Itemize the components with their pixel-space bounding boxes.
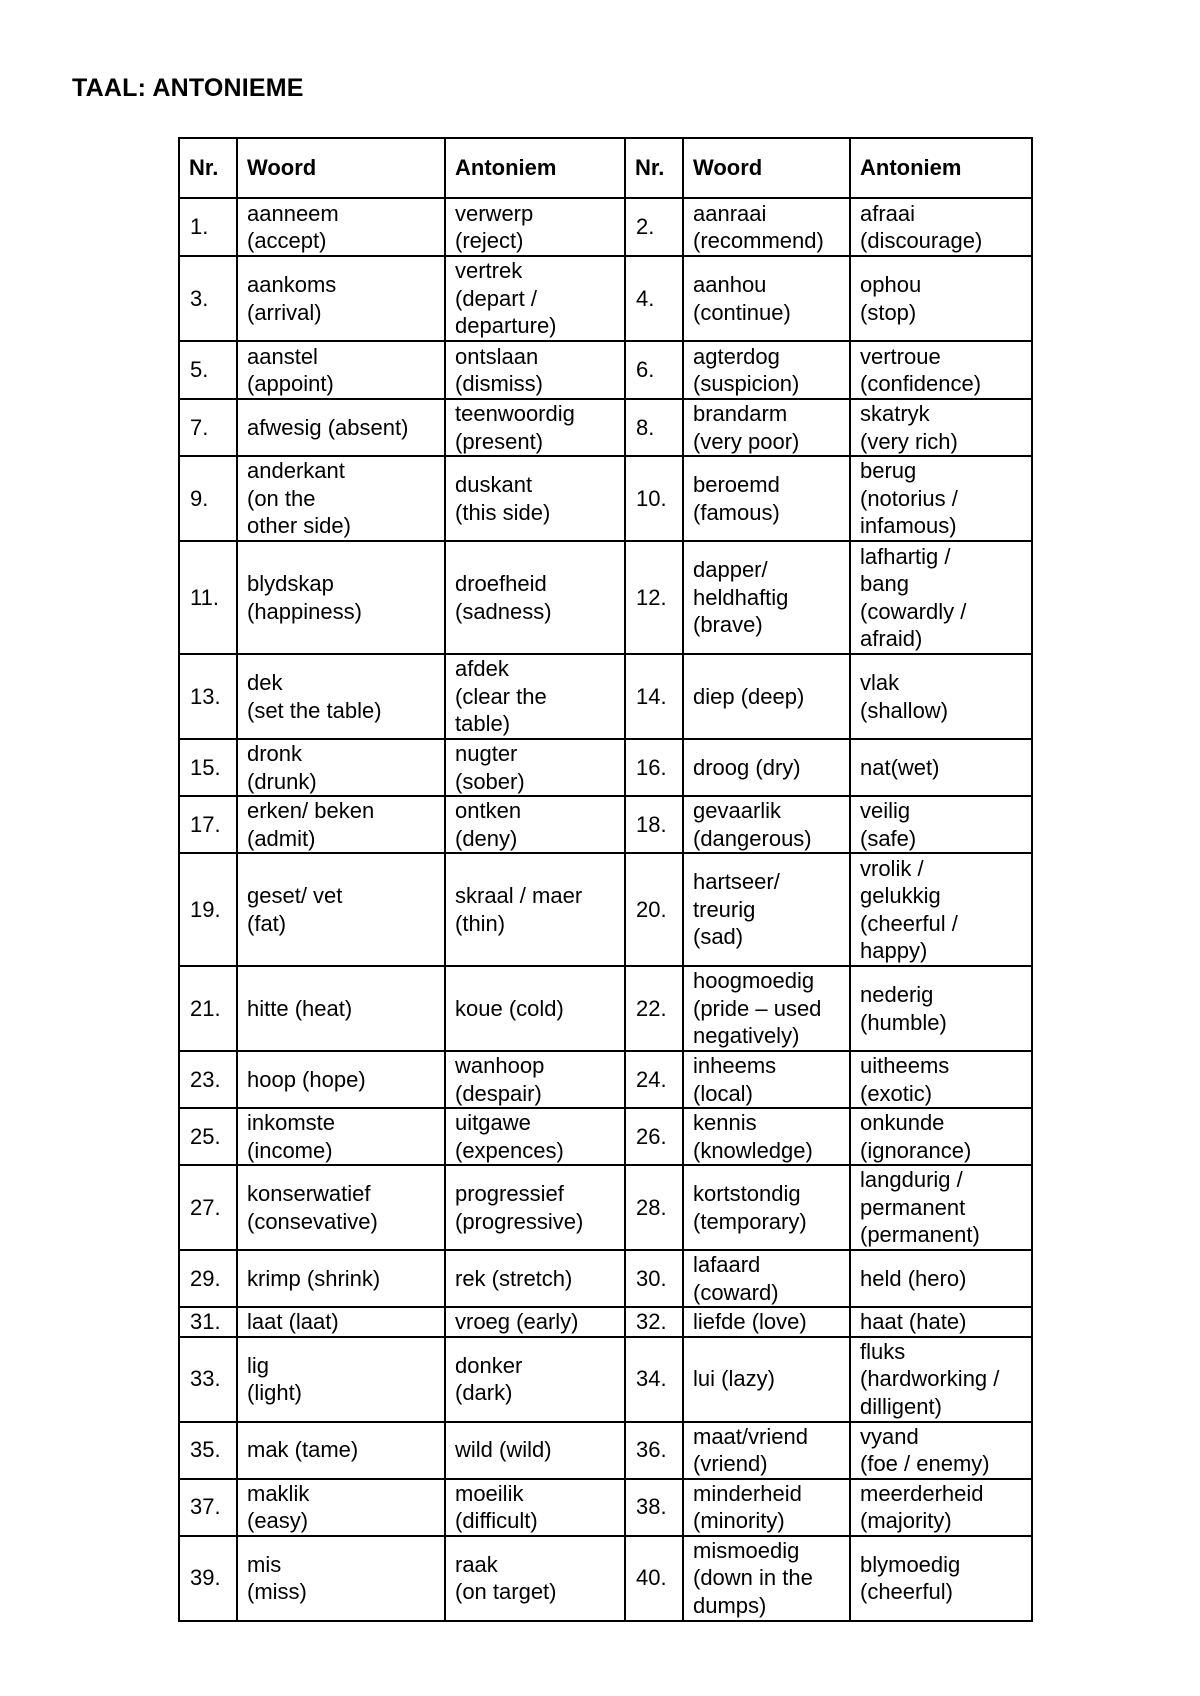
antonym-cell	[445, 541, 625, 654]
word-cell-text: maat/vriend (vriend)	[693, 1423, 808, 1476]
antonyms-table	[178, 137, 1033, 1622]
entry-number-text: 1.	[190, 214, 209, 240]
antonym-cell	[445, 796, 625, 853]
antonym-cell	[850, 1536, 1032, 1621]
antonym-cell	[445, 1422, 625, 1479]
table-row	[179, 456, 1032, 541]
word-cell-text: hartseer/ treurig (sad)	[693, 869, 780, 950]
entry-number	[625, 1479, 683, 1536]
entry-number	[625, 654, 683, 739]
table-row	[179, 654, 1032, 739]
word-cell	[683, 853, 850, 966]
word-cell-text: droog (dry)	[693, 754, 801, 780]
antonym-cell-text: moeilik (difficult)	[455, 1480, 538, 1533]
word-cell-text: hoogmoedig (pride – used negatively)	[693, 968, 822, 1049]
entry-number	[179, 456, 237, 541]
entry-number-text: 21.	[190, 995, 221, 1021]
word-cell	[237, 853, 445, 966]
entry-number	[625, 1051, 683, 1108]
word-cell	[683, 256, 850, 341]
table-row	[179, 1108, 1032, 1165]
entry-number	[625, 198, 683, 256]
word-cell	[683, 1422, 850, 1479]
antonym-cell-text: ontken (deny)	[455, 798, 522, 851]
antonym-cell-text: vertrek (depart / departure)	[455, 258, 557, 339]
antonym-cell-text: haat (hate)	[860, 1309, 967, 1334]
antonym-cell-text: wild (wild)	[455, 1437, 552, 1463]
header-antoniem: Antoniem	[850, 138, 1032, 198]
antonym-cell	[850, 1422, 1032, 1479]
antonym-cell-text: meerderheid (majority)	[860, 1480, 984, 1533]
word-cell-text: mismoedig (down in the dumps)	[693, 1537, 813, 1618]
word-cell-text: lig (light)	[247, 1352, 303, 1405]
entry-number	[625, 1536, 683, 1621]
entry-number	[179, 1422, 237, 1479]
word-cell-text: beroemd (famous)	[693, 472, 780, 525]
antonym-cell-text: lafhartig / bang (cowardly / afraid)	[860, 543, 967, 651]
word-cell	[683, 1479, 850, 1536]
antonym-cell	[445, 1250, 625, 1307]
entry-number	[625, 1307, 683, 1337]
header-woord: Woord	[683, 138, 850, 198]
table-body	[179, 198, 1032, 1621]
header-woord: Woord	[237, 138, 445, 198]
antonym-cell	[445, 654, 625, 739]
entry-number-text: 35.	[190, 1437, 221, 1463]
entry-number	[625, 1337, 683, 1422]
entry-number	[179, 1051, 237, 1108]
entry-number	[625, 256, 683, 341]
word-cell-text: maklik (easy)	[247, 1480, 310, 1533]
word-cell	[237, 1165, 445, 1250]
entry-number	[625, 1165, 683, 1250]
word-cell	[683, 1051, 850, 1108]
entry-number	[179, 796, 237, 853]
word-cell	[683, 541, 850, 654]
antonym-cell-text: vyand (foe / enemy)	[860, 1423, 990, 1476]
entry-number	[179, 399, 237, 456]
word-cell	[683, 456, 850, 541]
entry-number-text: 12.	[636, 584, 667, 610]
antonym-cell	[850, 966, 1032, 1051]
entry-number-text: 23.	[190, 1066, 221, 1092]
antonym-cell	[445, 1051, 625, 1108]
antonym-cell	[445, 1307, 625, 1337]
word-cell-text: erken/ beken (admit)	[247, 798, 375, 851]
entry-number-text: 3.	[190, 285, 209, 311]
word-cell	[237, 541, 445, 654]
antonym-cell-text: veilig (safe)	[860, 798, 917, 851]
antonym-cell-text: vrolik / gelukkig (cheerful / happy)	[860, 855, 958, 963]
antonym-cell-text: ophou (stop)	[860, 272, 922, 325]
entry-number	[625, 399, 683, 456]
entry-number	[625, 966, 683, 1051]
entry-number-text: 5.	[190, 357, 209, 383]
antonym-cell	[850, 1250, 1032, 1307]
antonym-cell	[850, 198, 1032, 256]
word-cell-text: inkomste (income)	[247, 1110, 336, 1163]
antonym-cell-text: ontslaan (dismiss)	[455, 343, 543, 396]
word-cell	[237, 1536, 445, 1621]
table-row	[179, 966, 1032, 1051]
antonym-cell-text: uitheems (exotic)	[860, 1053, 950, 1106]
table-row	[179, 399, 1032, 456]
table-row	[179, 1051, 1032, 1108]
word-cell	[237, 739, 445, 796]
entry-number-text: 25.	[190, 1123, 221, 1149]
entry-number	[179, 198, 237, 256]
word-cell	[237, 341, 445, 399]
entry-number-text: 7.	[190, 414, 209, 440]
antonym-cell-text: donker (dark)	[455, 1352, 523, 1405]
table-row	[179, 1307, 1032, 1337]
word-cell-text: minderheid (minority)	[693, 1480, 802, 1533]
table-row	[179, 1165, 1032, 1250]
antonym-cell	[445, 341, 625, 399]
antonym-cell-text: vertroue (confidence)	[860, 343, 982, 396]
table-row	[179, 256, 1032, 341]
antonym-cell	[445, 739, 625, 796]
entry-number-text: 31.	[190, 1309, 221, 1334]
entry-number-text: 16.	[636, 754, 667, 780]
antonym-cell	[850, 739, 1032, 796]
word-cell-text: gevaarlik (dangerous)	[693, 798, 812, 851]
word-cell-text: geset/ vet (fat)	[247, 883, 343, 936]
word-cell	[237, 654, 445, 739]
entry-number-text: 28.	[636, 1194, 667, 1220]
entry-number	[179, 1108, 237, 1165]
antonym-cell	[850, 1051, 1032, 1108]
entry-number-text: 10.	[636, 485, 667, 511]
word-cell	[683, 1250, 850, 1307]
word-cell	[683, 1337, 850, 1422]
word-cell-text: kortstondig (temporary)	[693, 1181, 807, 1234]
word-cell	[237, 966, 445, 1051]
antonym-cell	[850, 341, 1032, 399]
antonym-cell	[850, 399, 1032, 456]
entry-number-text: 6.	[636, 357, 655, 383]
entry-number	[625, 853, 683, 966]
word-cell-text: aankoms (arrival)	[247, 272, 337, 325]
word-cell-text: dapper/ heldhaftig (brave)	[693, 557, 789, 638]
entry-number-text: 29.	[190, 1265, 221, 1291]
antonym-cell	[445, 399, 625, 456]
word-cell-text: agterdog (suspicion)	[693, 343, 800, 396]
table-row	[179, 796, 1032, 853]
entry-number	[179, 1250, 237, 1307]
antonym-cell	[850, 1337, 1032, 1422]
antonym-cell	[850, 1165, 1032, 1250]
word-cell	[683, 1536, 850, 1621]
entry-number	[625, 541, 683, 654]
word-cell-text: dronk (drunk)	[247, 741, 317, 794]
antonym-cell-text: nugter (sober)	[455, 741, 525, 794]
entry-number-text: 20.	[636, 896, 667, 922]
entry-number	[625, 1108, 683, 1165]
word-cell	[683, 739, 850, 796]
antonym-cell-text: duskant (this side)	[455, 472, 551, 525]
antonym-cell-text: teenwoordig (present)	[455, 401, 575, 454]
table-row	[179, 341, 1032, 399]
entry-number	[179, 541, 237, 654]
entry-number-text: 11.	[190, 584, 219, 610]
antonym-cell-text: verwerp (reject)	[455, 200, 534, 253]
word-cell	[683, 966, 850, 1051]
word-cell-text: mis (miss)	[247, 1551, 307, 1604]
word-cell	[683, 1165, 850, 1250]
antonym-cell-text: blymoedig (cheerful)	[860, 1551, 961, 1604]
word-cell-text: hitte (heat)	[247, 995, 353, 1021]
antonym-cell-text: droefheid (sadness)	[455, 571, 552, 624]
word-cell-text: lui (lazy)	[693, 1366, 775, 1392]
antonym-cell-text: fluks (hardworking / dilligent)	[860, 1338, 1000, 1419]
antonym-cell	[445, 1536, 625, 1621]
antonym-cell	[850, 654, 1032, 739]
word-cell	[237, 1422, 445, 1479]
entry-number	[625, 1250, 683, 1307]
entry-number-text: 37.	[190, 1494, 221, 1520]
antonym-cell	[850, 541, 1032, 654]
entry-number-text: 30.	[636, 1265, 667, 1291]
entry-number-text: 4.	[636, 285, 655, 311]
antonym-cell-text: held (hero)	[860, 1265, 967, 1291]
entry-number-text: 17.	[190, 811, 221, 837]
word-cell-text: blydskap (happiness)	[247, 571, 362, 624]
entry-number	[625, 796, 683, 853]
entry-number-text: 18.	[636, 811, 667, 837]
entry-number	[179, 256, 237, 341]
word-cell	[237, 399, 445, 456]
entry-number	[179, 1337, 237, 1422]
antonym-cell-text: nederig (humble)	[860, 982, 947, 1035]
word-cell-text: aanraai (recommend)	[693, 200, 824, 253]
antonym-cell	[850, 1108, 1032, 1165]
entry-number	[625, 1422, 683, 1479]
word-cell	[237, 256, 445, 341]
antonym-cell	[445, 966, 625, 1051]
antonym-cell	[445, 456, 625, 541]
antonym-cell-text: progressief (progressive)	[455, 1181, 584, 1234]
antonym-cell-text: skatryk (very rich)	[860, 401, 958, 454]
page-title: TAAL: ANTONIEME	[72, 74, 304, 102]
word-cell	[237, 1051, 445, 1108]
antonym-cell-text: afraai (discourage)	[860, 200, 983, 253]
antonym-cell	[445, 256, 625, 341]
antonym-cell	[445, 1165, 625, 1250]
word-cell	[683, 654, 850, 739]
header-nr: Nr.	[179, 138, 237, 198]
antonym-cell	[445, 1108, 625, 1165]
word-cell-text: anderkant (on the other side)	[247, 458, 351, 539]
entry-number	[179, 853, 237, 966]
word-cell-text: mak (tame)	[247, 1437, 359, 1463]
antonym-cell-text: rek (stretch)	[455, 1265, 573, 1291]
entry-number-text: 27.	[190, 1194, 221, 1220]
word-cell	[237, 456, 445, 541]
table-row	[179, 1536, 1032, 1621]
word-cell-text: lafaard (coward)	[693, 1252, 779, 1305]
antonym-cell	[445, 853, 625, 966]
entry-number-text: 8.	[636, 414, 655, 440]
entry-number	[179, 966, 237, 1051]
antonym-cell	[850, 1479, 1032, 1536]
entry-number-text: 32.	[636, 1309, 667, 1334]
antonym-cell-text: vlak (shallow)	[860, 670, 949, 723]
entry-number-text: 22.	[636, 995, 667, 1021]
header-nr: Nr.	[625, 138, 683, 198]
entry-number	[625, 739, 683, 796]
antonym-cell	[445, 1337, 625, 1422]
header-antoniem: Antoniem	[445, 138, 625, 198]
antonym-cell-text: raak (on target)	[455, 1551, 557, 1604]
entry-number-text: 33.	[190, 1366, 221, 1392]
table-row	[179, 1422, 1032, 1479]
word-cell	[683, 1307, 850, 1337]
entry-number-text: 15.	[190, 754, 221, 780]
entry-number-text: 36.	[636, 1437, 667, 1463]
word-cell	[237, 1108, 445, 1165]
antonym-cell-text: afdek (clear the table)	[455, 656, 547, 737]
entry-number-text: 9.	[190, 485, 209, 511]
antonym-cell	[850, 1307, 1032, 1337]
word-cell-text: aanneem (accept)	[247, 200, 339, 253]
antonym-cell-text: berug (notorius / infamous)	[860, 458, 958, 539]
word-cell-text: hoop (hope)	[247, 1066, 366, 1092]
word-cell	[237, 198, 445, 256]
entry-number-text: 2.	[636, 214, 655, 240]
word-cell	[237, 796, 445, 853]
header-row	[179, 138, 1032, 198]
antonym-cell-text: skraal / maer (thin)	[455, 883, 583, 936]
table-row	[179, 739, 1032, 796]
antonym-cell-text: langdurig / permanent (permanent)	[860, 1167, 980, 1248]
antonym-cell	[850, 256, 1032, 341]
table-row	[179, 198, 1032, 256]
entry-number-text: 26.	[636, 1123, 667, 1149]
word-cell-text: inheems (local)	[693, 1053, 777, 1106]
entry-number	[625, 456, 683, 541]
table-row	[179, 1479, 1032, 1536]
word-cell	[237, 1250, 445, 1307]
word-cell	[237, 1479, 445, 1536]
word-cell	[237, 1307, 445, 1337]
word-cell-text: laat (laat)	[247, 1309, 339, 1334]
antonym-cell	[850, 456, 1032, 541]
entry-number	[179, 1479, 237, 1536]
word-cell-text: krimp (shrink)	[247, 1265, 381, 1291]
word-cell	[683, 198, 850, 256]
entry-number-text: 14.	[636, 683, 667, 709]
table-row	[179, 853, 1032, 966]
word-cell	[237, 1337, 445, 1422]
entry-number-text: 34.	[636, 1366, 667, 1392]
word-cell	[683, 1108, 850, 1165]
antonym-cell	[445, 1479, 625, 1536]
word-cell-text: liefde (love)	[693, 1309, 807, 1334]
entry-number-text: 24.	[636, 1066, 667, 1092]
entry-number-text: 38.	[636, 1494, 667, 1520]
entry-number	[625, 341, 683, 399]
antonym-cell	[445, 198, 625, 256]
word-cell-text: konserwatief (consevative)	[247, 1181, 378, 1234]
antonym-cell-text: vroeg (early)	[455, 1309, 579, 1334]
word-cell	[683, 796, 850, 853]
word-cell-text: aanhou (continue)	[693, 272, 791, 325]
entry-number	[179, 654, 237, 739]
antonym-cell-text: wanhoop (despair)	[455, 1053, 545, 1106]
word-cell-text: kennis (knowledge)	[693, 1110, 813, 1163]
antonym-cell	[850, 796, 1032, 853]
entry-number	[179, 1307, 237, 1337]
entry-number	[179, 341, 237, 399]
entry-number-text: 39.	[190, 1565, 221, 1591]
antonym-cell	[850, 853, 1032, 966]
word-cell-text: dek (set the table)	[247, 670, 382, 723]
antonym-cell-text: koue (cold)	[455, 995, 564, 1021]
word-cell	[683, 341, 850, 399]
word-cell-text: afwesig (absent)	[247, 414, 409, 440]
word-cell-text: diep (deep)	[693, 683, 805, 709]
table-row	[179, 541, 1032, 654]
entry-number-text: 19.	[190, 896, 221, 922]
table-row	[179, 1250, 1032, 1307]
entry-number	[179, 1165, 237, 1250]
antonym-cell-text: nat(wet)	[860, 754, 940, 780]
entry-number-text: 40.	[636, 1565, 667, 1591]
antonym-cell-text: onkunde (ignorance)	[860, 1110, 972, 1163]
word-cell	[683, 399, 850, 456]
word-cell-text: aanstel (appoint)	[247, 343, 334, 396]
word-cell-text: brandarm (very poor)	[693, 401, 800, 454]
table-row	[179, 1337, 1032, 1422]
entry-number-text: 13.	[190, 683, 221, 709]
entry-number	[179, 739, 237, 796]
entry-number	[179, 1536, 237, 1621]
antonym-cell-text: uitgawe (expences)	[455, 1110, 564, 1163]
